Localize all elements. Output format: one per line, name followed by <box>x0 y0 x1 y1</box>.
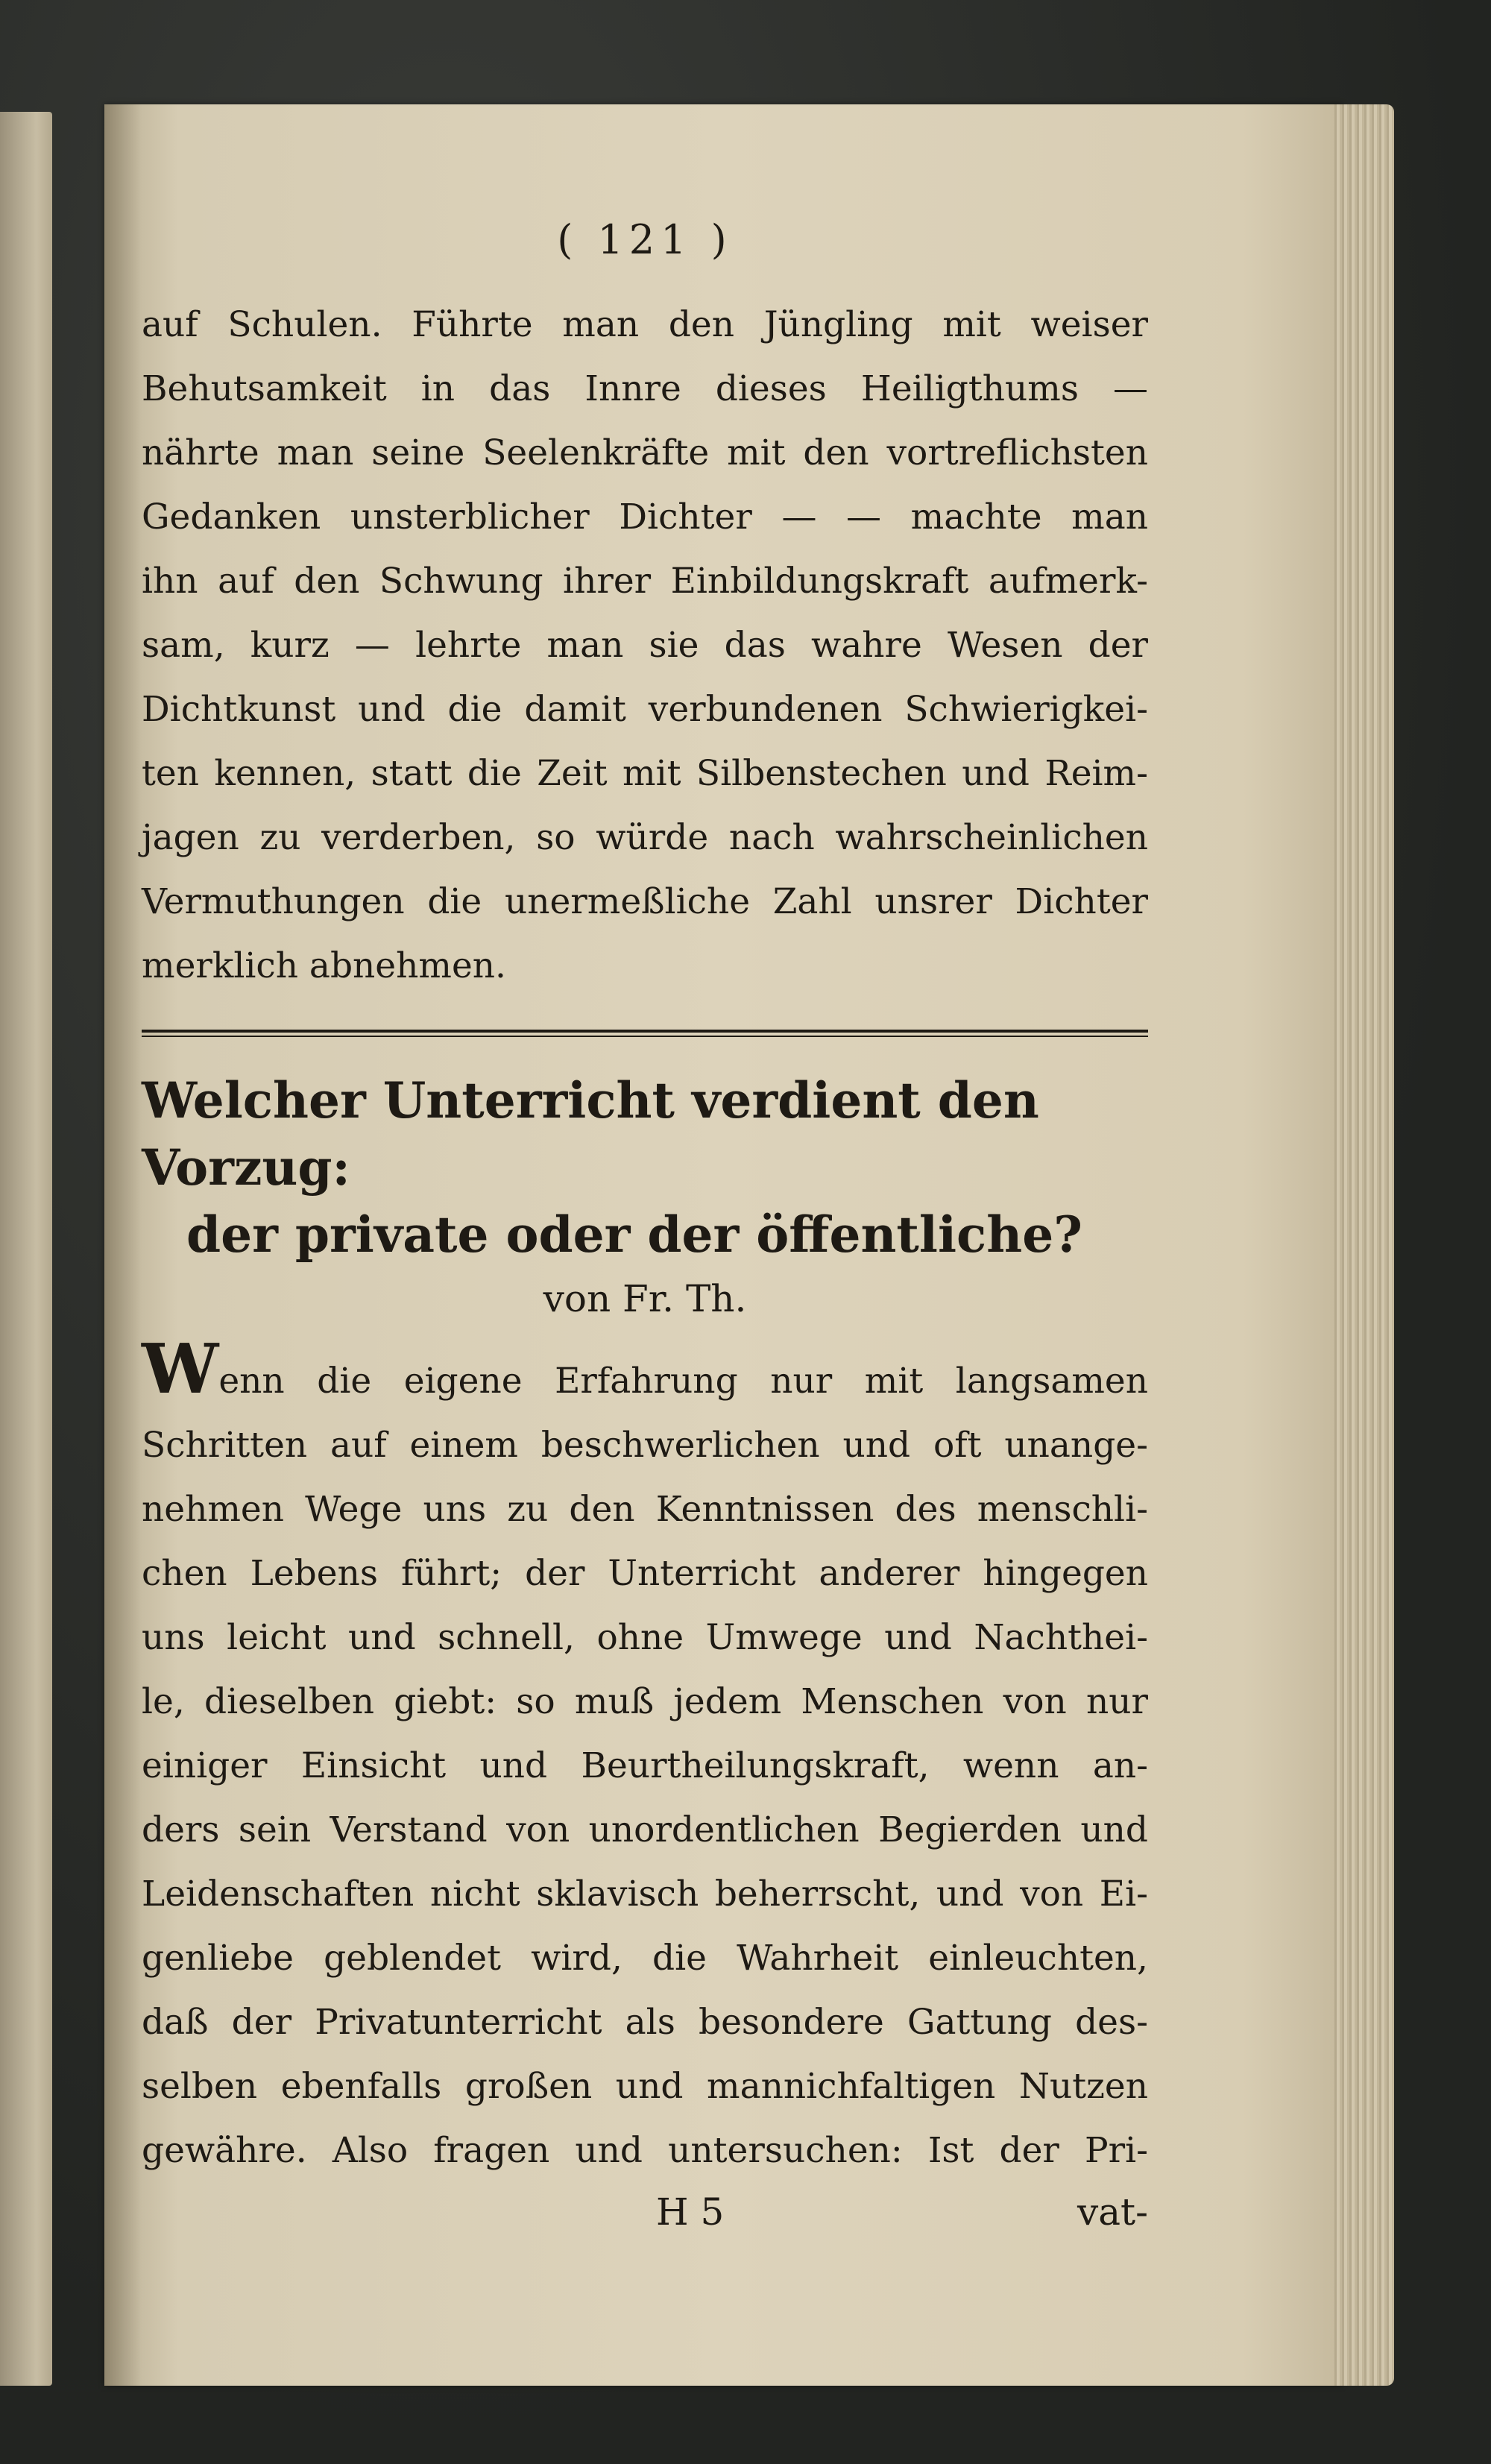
running-head: ( 121 ) <box>557 216 733 263</box>
text-line: einiger Einsicht und Beurtheilungskraft, wenn an- <box>142 1745 1148 1786</box>
text-line: Leidenschaften nicht sklavisch beherrscht, und von Ei- <box>142 1874 1148 1915</box>
heading-line-2: der private oder der öffentliche? <box>186 1206 1082 1264</box>
text-line: Gedanken unsterblicher Dichter — — machte man <box>142 497 1148 538</box>
text-line: jagen zu verderben, so würde nach wahrscheinlichen <box>142 817 1148 858</box>
text-line: selben ebenfalls großen und mannichfaltigen Nutzen <box>142 2066 1148 2107</box>
text-line: Dichtkunst und die damit verbundenen Schwierigkei- <box>142 689 1148 730</box>
text-line: Vermuthungen die unermeßliche Zahl unsrer Dichter <box>142 881 1148 922</box>
text-line: ten kennen, statt die Zeit mit Silbenstechen und Reim- <box>142 753 1148 794</box>
text-line: daß der Privatunterricht als besondere Gattung des- <box>142 2002 1148 2043</box>
paragraph-2 <box>142 1329 1148 2183</box>
text-line: Schritten auf einem beschwerlichen und oft unange- <box>142 1425 1148 1466</box>
text-line: ders sein Verstand von unordentlichen Begierden und <box>142 1809 1148 1850</box>
first-line-text: enn die eigene Erfahrung nur mit langsamen <box>218 1361 1148 1402</box>
text-line: genliebe geblendet wird, die Wahrheit einleuchten, <box>142 1938 1148 1979</box>
heading-line-1: Welcher Unterricht verdient den Vorzug: <box>142 1071 1039 1197</box>
previous-page-edge <box>0 112 52 2386</box>
page-footer <box>142 2190 1148 2243</box>
signature-mark: H 5 <box>656 2190 725 2234</box>
text-line: uns leicht und schnell, ohne Umwege und Nachthei- <box>142 1617 1148 1658</box>
catchword: vat- <box>1077 2190 1148 2234</box>
drop-cap: W <box>142 1329 219 1409</box>
page-content <box>142 216 1148 2243</box>
text-line: nährte man seine Seelenkräfte mit den vortreflichsten <box>142 432 1148 473</box>
paragraph-1 <box>142 293 1148 998</box>
text-line: ihn auf den Schwung ihrer Einbildungskraft aufmerk- <box>142 561 1148 602</box>
author-byline: von Fr. Th. <box>543 1277 747 1320</box>
text-line: le, dieselben giebt: so muß jedem Menschen von nur <box>142 1681 1148 1722</box>
text-line: chen Lebens führt; der Unterricht anderer hingegen <box>142 1553 1148 1594</box>
text-line: gewähre. Also fragen und untersuchen: Ist der Pri- <box>142 2130 1148 2171</box>
text-line <box>142 1329 1148 1414</box>
section-heading <box>142 1067 1148 1268</box>
text-line: nehmen Wege uns zu den Kenntnissen des menschli- <box>142 1489 1148 1530</box>
section-divider-rule <box>142 1030 1148 1037</box>
page-stack-edge <box>1334 104 1394 2386</box>
text-line: auf Schulen. Führte man den Jüngling mit weiser <box>142 304 1148 345</box>
text-line: sam, kurz — lehrte man sie das wahre Wesen der <box>142 625 1148 666</box>
text-line: Behutsamkeit in das Innre dieses Heiligthums — <box>142 368 1148 409</box>
spine-shadow <box>104 104 142 2386</box>
text-line: merklich abnehmen. <box>142 945 506 986</box>
